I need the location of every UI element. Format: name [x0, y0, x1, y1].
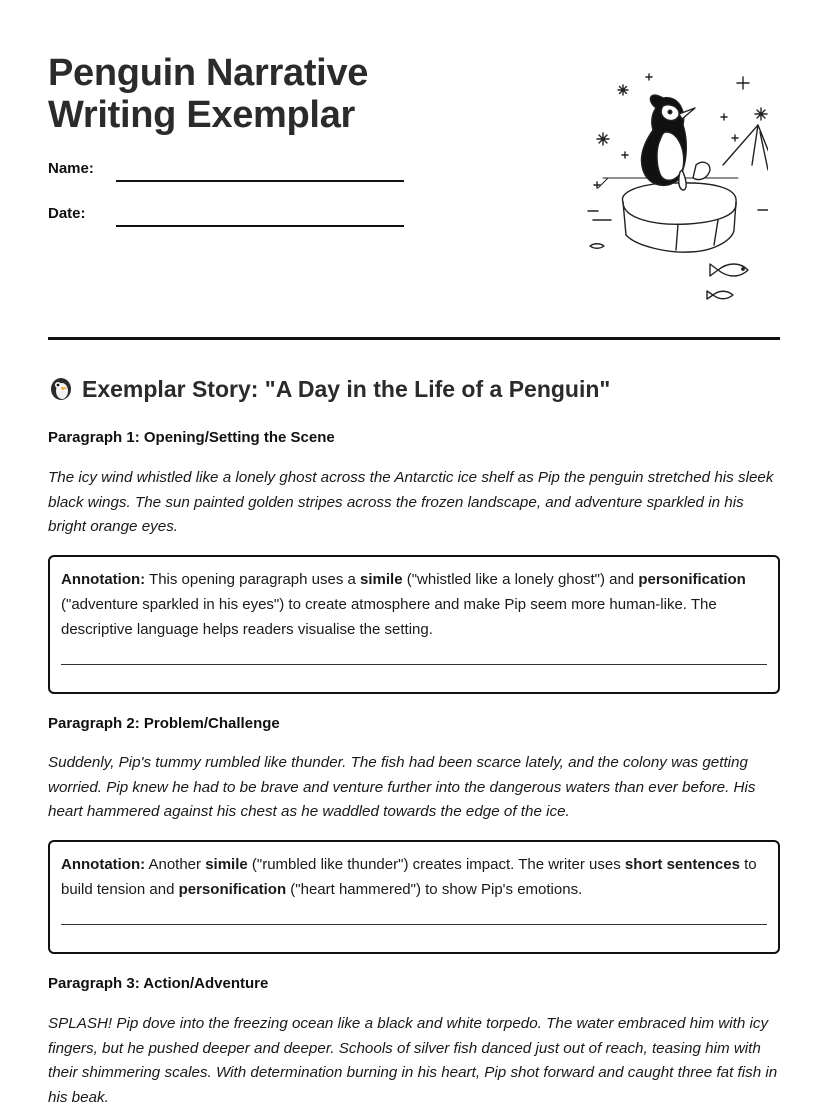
header-divider — [48, 337, 780, 340]
paragraph-3-heading: Paragraph 3: Action/Adventure — [48, 975, 269, 992]
penguin-emoji-icon — [48, 375, 74, 401]
date-field-row — [48, 205, 408, 229]
name-field-row — [48, 160, 408, 184]
paragraph-2-heading: Paragraph 2: Problem/Challenge — [48, 715, 280, 732]
annotation-write-line[interactable] — [61, 664, 767, 665]
annotation-term: short sentences — [624, 856, 740, 873]
section-heading-text: Exemplar Story: "A Day in the Life of a Penguin" — [82, 376, 611, 402]
date-write-line[interactable] — [116, 225, 404, 227]
annotation-text: ("adventure sparkled in his eyes") to create atmosphere and make Pip seem more human-like. The descriptive language helps readers visualise the setting. — [61, 596, 717, 638]
annotation-text: This opening paragraph uses a — [145, 571, 361, 588]
annotation-label: Annotation: — [61, 571, 146, 588]
annotation-text: ("rumbled like thunder") creates impact. The writer uses — [247, 856, 625, 873]
name-write-line[interactable] — [116, 180, 404, 182]
annotation-term: personification — [178, 881, 287, 898]
annotation-write-line[interactable] — [61, 924, 767, 925]
annotation-text: Another — [145, 856, 206, 873]
annotation-text: to build tension and — [61, 856, 757, 898]
penguin-illustration — [538, 70, 768, 310]
snowflake-icon — [618, 85, 628, 95]
paragraph-1-annotation-box — [48, 555, 780, 694]
page-title: Penguin Narrative Writing Exemplar — [48, 52, 369, 136]
annotation-term: personification — [638, 571, 746, 588]
annotation-label: Annotation: — [61, 856, 146, 873]
paragraph-3-text: SPLASH! Pip dove into the freezing ocean like a black and white torpedo. The water embraced him with icy fingers, but he pushed deeper and deeper. Schools of silver fish danced just out of reach, teasing him with their shimmering scales. With determination burning in his heart, Pip shot forward and caught three fat fish in his beak. — [48, 1015, 778, 1107]
annotation-text: ("heart hammered") to show Pip's emotions. — [286, 881, 583, 898]
date-label: Date: — [48, 205, 86, 222]
paragraph-1-heading: Paragraph 1: Opening/Setting the Scene — [48, 429, 335, 446]
paragraph-2-annotation-box — [48, 840, 780, 954]
paragraph-1-text: The icy wind whistled like a lonely ghost across the Antarctic ice shelf as Pip the penguin stretched his sleek black wings. The sun painted golden stripes across the frozen landscape, and adventure sparkled in his bright orange eyes. — [48, 469, 774, 536]
section-heading — [48, 374, 610, 404]
name-label: Name: — [48, 160, 94, 177]
annotation-term: simile — [360, 571, 403, 588]
annotation-term: simile — [205, 856, 248, 873]
paragraph-2-text: Suddenly, Pip's tummy rumbled like thunder. The fish had been scarce lately, and the colony was getting worried. Pip knew he had to be brave and venture further into the dangerous waters than ever before. His heart hammered against his chest as he waddled towards the edge of the ice. — [48, 754, 756, 821]
annotation-text: ("whistled like a lonely ghost") and — [402, 571, 639, 588]
